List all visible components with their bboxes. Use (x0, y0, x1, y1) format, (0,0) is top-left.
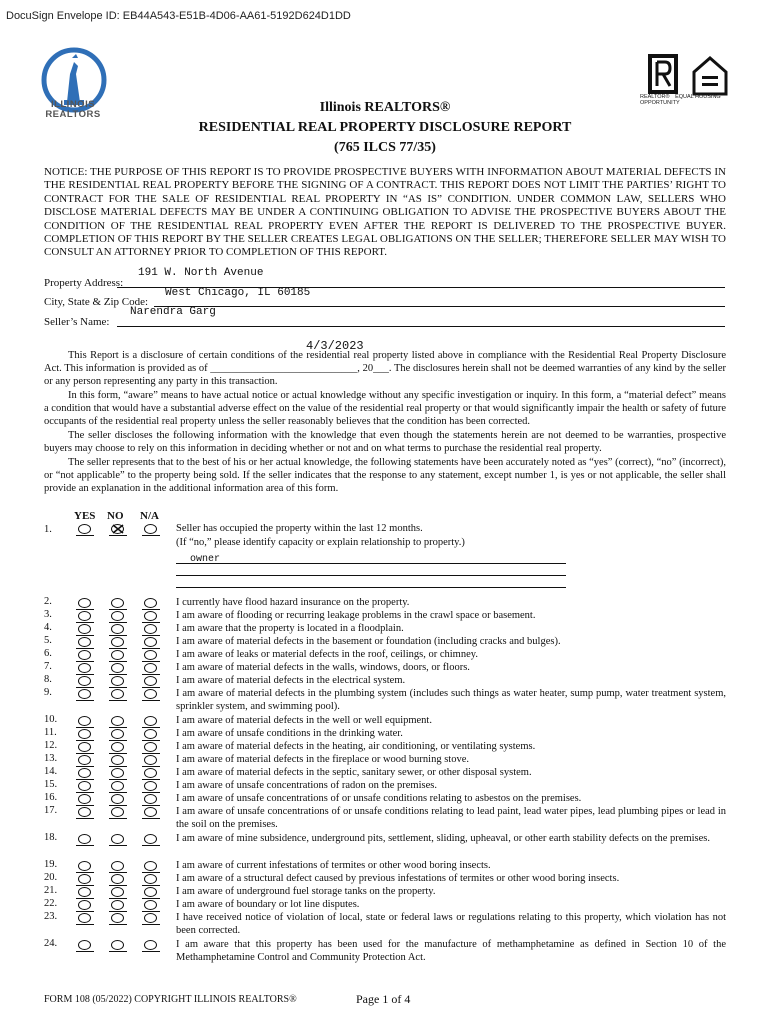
seller-line (117, 326, 725, 327)
question-radio-yes[interactable] (78, 755, 93, 769)
question-number: 8. (44, 674, 52, 685)
question-number: 15. (44, 779, 58, 790)
question-radio-na[interactable] (144, 794, 159, 808)
question-radio-no[interactable] (111, 650, 126, 664)
question-number: 3. (44, 609, 52, 620)
question-number: 24. (44, 938, 58, 949)
question-text: I am aware of unsafe concentrations of radon on the premises. (176, 780, 437, 791)
question-radio-no[interactable] (111, 742, 126, 756)
question-radio-no[interactable] (111, 874, 126, 888)
question-radio-yes[interactable] (78, 940, 93, 954)
question-radio-na[interactable] (144, 768, 159, 782)
question-radio-no[interactable] (111, 768, 126, 782)
question-radio-yes[interactable] (78, 742, 93, 756)
q1-answer-line-3 (176, 587, 566, 588)
address-label: Property Address: (44, 277, 124, 289)
question-radio-no[interactable] (111, 794, 126, 808)
question-radio-yes[interactable] (78, 729, 93, 743)
question-number: 2. (44, 596, 52, 607)
question-radio-yes[interactable] (78, 861, 93, 875)
question-radio-yes[interactable] (78, 611, 93, 625)
realtor-r-icon (648, 54, 678, 94)
question-text: I am aware of material defects in the well or well equipment. (176, 715, 432, 726)
question-radio-yes[interactable] (78, 794, 93, 808)
question-radio-yes[interactable] (78, 637, 93, 651)
question-radio-no[interactable] (111, 900, 126, 914)
question-number: 5. (44, 635, 52, 646)
realtor-badge-text: REALTOR® (640, 94, 670, 100)
question-radio-na[interactable] (144, 663, 159, 677)
logo-line1: ILLINOIS (50, 99, 96, 110)
question-number: 10. (44, 714, 58, 725)
column-yes: YES (74, 510, 96, 522)
question-radio-yes[interactable] (78, 887, 93, 901)
intro-paragraph-1: This Report is a disclosure of certain conditions of the residential real property listed above in compliance with the Residential Real Property Disclosure Act. This information is provided as of ____________________________, 20___. The disclosures herein shall not be deemed warranties of any kind by the seller or any person representing any party in this transaction. (44, 350, 726, 388)
question-text: I am aware of leaks or material defects in the roof, ceilings, or chimney. (176, 649, 478, 660)
question-number: 13. (44, 753, 58, 764)
question-radio-no[interactable] (111, 729, 126, 743)
question-radio-na[interactable] (144, 913, 159, 927)
question-text: I am aware of material defects in the septic, sanitary sewer, or other disposal system. (176, 767, 532, 778)
question-text: I am aware of a structural defect caused by previous infestations of termites or other wood boring insects. (176, 873, 620, 884)
question-radio-no[interactable] (111, 624, 126, 638)
question-radio-no[interactable] (111, 689, 126, 703)
question-text: I currently have flood hazard insurance on the property. (176, 597, 410, 608)
question-radio-no[interactable] (111, 716, 126, 730)
question-text: I am aware that this property has been used for the manufacture of methamphetamine as defined in Section 10 of the Methamphetamine Control and Community Protection Act. (176, 939, 726, 963)
question-radio-yes[interactable] (78, 663, 93, 677)
question-radio-no[interactable] (111, 598, 126, 612)
question-number: 16. (44, 792, 58, 803)
question-radio-na[interactable] (144, 807, 159, 821)
question-radio-no[interactable] (111, 940, 126, 954)
disclosure-date-field[interactable]: 4/3/2023 (306, 339, 364, 353)
question-radio-yes[interactable] (78, 650, 93, 664)
question-radio-na[interactable] (144, 755, 159, 769)
question-number: 11. (44, 727, 57, 738)
question-radio-na[interactable] (144, 637, 159, 651)
question-text: I am aware of material defects in the heating, air conditioning, or ventilating systems. (176, 741, 536, 752)
question-number: 12. (44, 740, 58, 751)
question-radio-no[interactable] (111, 807, 126, 821)
title-line2: RESIDENTIAL REAL PROPERTY DISCLOSURE REPORT (198, 120, 572, 135)
question-text: I am aware of unsafe concentrations of or unsafe conditions relating to asbestos on the premises. (176, 793, 582, 804)
question-radio-na[interactable] (144, 781, 159, 795)
question-text: I am aware that the property is located in a floodplain. (176, 623, 404, 634)
question-radio-na[interactable] (144, 650, 159, 664)
question-text: I have received notice of violation of local, state or federal laws or regulations relating to this property, which violation has not been corrected. (176, 912, 726, 936)
question-text: I am aware of material defects in the plumbing system (includes such things as water heater, sump pump, water treatment system, sprinkler system, and swimming pool). (176, 688, 726, 712)
question-radio-na[interactable] (144, 611, 159, 625)
title-line3: (765 ILCS 77/35) (334, 140, 436, 155)
q1-answer-line-2 (176, 575, 566, 576)
address-field[interactable]: 191 W. North Avenue (138, 267, 264, 279)
q1-radio-yes[interactable] (78, 524, 93, 538)
question-number: 14. (44, 766, 58, 777)
question-radio-na[interactable] (144, 874, 159, 888)
question-number: 18. (44, 832, 58, 843)
question-text: I am aware of unsafe conditions in the drinking water. (176, 728, 403, 739)
question-number: 4. (44, 622, 52, 633)
city-line (154, 306, 725, 307)
q1-radio-na[interactable] (144, 524, 159, 538)
seller-label: Seller’s Name: (44, 316, 110, 328)
checkmark-icon (111, 523, 125, 535)
question-radio-na[interactable] (144, 598, 159, 612)
question-radio-na[interactable] (144, 676, 159, 690)
question-text: I am aware of boundary or lot line disputes. (176, 899, 360, 910)
question-radio-no[interactable] (111, 637, 126, 651)
seller-field[interactable]: Narendra Garg (130, 306, 216, 318)
question-radio-na[interactable] (144, 742, 159, 756)
question-radio-yes[interactable] (78, 768, 93, 782)
question-radio-no[interactable] (111, 676, 126, 690)
intro-paragraph-4: The seller represents that to the best of his or her actual knowledge, the following statements have been accurately noted as “yes” (correct), “no” (incorrect), or “not applicable” to the property being sold. If the seller indicates that the response to any statement, except number 1, is yes or not applicable, the seller shall provide an explanation in the additional information area of this form. (44, 457, 726, 495)
question-text: I am aware of material defects in the electrical system. (176, 675, 406, 686)
question-radio-na[interactable] (144, 940, 159, 954)
question-radio-no[interactable] (111, 834, 126, 848)
intro-paragraph-2: In this form, “aware” means to have actual notice or actual knowledge without any specific investigation or inquiry. In this form, a “material defect” means a condition that would have a substantial adverse effect on the value of the residential real property or that would significantly impair the health or safety of future occupants of the residential real property unless the seller reasonably believes that the condition has been corrected. (44, 390, 726, 428)
question-text: I am aware of mine subsidence, underground pits, settlement, sliding, upheaval, or other earth stability defects on the premises. (176, 833, 710, 844)
question-radio-yes[interactable] (78, 624, 93, 638)
q1-radio-no[interactable] (111, 524, 126, 538)
question-number: 7. (44, 661, 52, 672)
city-field[interactable]: West Chicago, IL 60185 (165, 287, 311, 299)
question-text: I am aware of material defects in the basement or foundation (including cracks and bulges). (176, 636, 561, 647)
question-number: 22. (44, 898, 58, 909)
equal-housing-icon (694, 58, 726, 94)
page-number: Page 1 of 4 (356, 992, 411, 1006)
intro-paragraph-3: The seller discloses the following information with the knowledge that even though the statements herein are not deemed to be warranties, prospective buyers may choose to rely on this information in deciding whether or not and on what terms to purchase the residential real property. (44, 430, 726, 455)
notice-text: NOTICE: THE PURPOSE OF THIS REPORT IS TO PROVIDE PROSPECTIVE BUYERS WITH INFORMATION ABOUT MATERIAL DEFECTS IN THE RESIDENTIAL REAL PROPERTY BEFORE THE SIGNING OF A CONTRACT. THIS REPORT DOES NOT LIMIT THE PARTIES’ RIGHT TO CONTRACT FOR THE SALE OF RESIDENTIAL REAL PROPERTY IN “AS IS” CONDITION. UNDER COMMON LAW, SELLERS WHO DISCLOSE MATERIAL DEFECTS MAY BE UNDER A CONTINUING OBLIGATION TO ADVISE THE PROSPECTIVE BUYERS ABOUT THE CONDITION OF THE RESIDENTIAL REAL PROPERTY EVEN AFTER THE REPORT IS DELIVERED TO THE PROSPECTIVE BUYER. COMPLETION OF THIS REPORT BY THE SELLER CREATES LEGAL OBLIGATIONS ON THE SELLER; THEREFORE SELLER MAY WISH TO CONSULT AN ATTORNEY PRIOR TO COMPLETION OF THIS REPORT. (44, 166, 726, 259)
question-text: I am aware of current infestations of termites or other wood boring insects. (176, 860, 491, 871)
question-radio-no[interactable] (111, 913, 126, 927)
question-radio-yes[interactable] (78, 913, 93, 927)
question-radio-no[interactable] (111, 887, 126, 901)
question-radio-na[interactable] (144, 689, 159, 703)
question-number: 17. (44, 805, 58, 816)
question-radio-no[interactable] (111, 861, 126, 875)
logo-line2: REALTORS (45, 109, 101, 120)
question-text: I am aware of underground fuel storage tanks on the property. (176, 886, 436, 897)
q1-answer-line-1 (176, 563, 566, 564)
question-radio-yes[interactable] (78, 598, 93, 612)
question-number: 23. (44, 911, 58, 922)
question-number: 20. (44, 872, 58, 883)
question-number: 9. (44, 687, 52, 698)
question-radio-no[interactable] (111, 663, 126, 677)
question-number: 21. (44, 885, 58, 896)
question-radio-na[interactable] (144, 887, 159, 901)
q1-number: 1. (44, 524, 52, 535)
q1-answer-field[interactable]: owner (190, 554, 221, 565)
question-number: 19. (44, 859, 58, 870)
footer-form-text: FORM 108 (05/2022) COPYRIGHT ILLINOIS REALTORS® (44, 994, 297, 1005)
city-label: City, State & Zip Code: (44, 296, 149, 308)
question-radio-yes[interactable] (78, 676, 93, 690)
question-radio-yes[interactable] (78, 900, 93, 914)
question-radio-na[interactable] (144, 834, 159, 848)
question-radio-no[interactable] (111, 755, 126, 769)
question-text: I am aware of material defects in the fireplace or wood burning stove. (176, 754, 470, 765)
question-number: 6. (44, 648, 52, 659)
question-radio-na[interactable] (144, 729, 159, 743)
envelope-id: DocuSign Envelope ID: EB44A543-E51B-4D06-AA61-5192D624D1DD (6, 10, 351, 22)
question-radio-na[interactable] (144, 624, 159, 638)
question-radio-na[interactable] (144, 861, 159, 875)
column-na: N/A (140, 510, 159, 522)
question-radio-yes[interactable] (78, 807, 93, 821)
equal-housing-text: EQUAL HOUSING OPPORTUNITY (640, 94, 721, 106)
question-text: I am aware of material defects in the walls, windows, doors, or floors. (176, 662, 470, 673)
question-radio-na[interactable] (144, 900, 159, 914)
question-radio-yes[interactable] (78, 716, 93, 730)
question-radio-yes[interactable] (78, 689, 93, 703)
question-radio-yes[interactable] (78, 834, 93, 848)
question-radio-na[interactable] (144, 716, 159, 730)
question-radio-no[interactable] (111, 611, 126, 625)
q1-subtext: (If “no,” please identify capacity or explain relationship to property.) (176, 537, 465, 548)
question-radio-no[interactable] (111, 781, 126, 795)
question-text: I am aware of unsafe concentrations of or unsafe conditions relating to lead paint, lead water pipes, lead plumbing pipes or lead in the soil on the premises. (176, 806, 726, 830)
question-radio-yes[interactable] (78, 874, 93, 888)
question-text: I am aware of flooding or recurring leakage problems in the crawl space or basement. (176, 610, 536, 621)
q1-text: Seller has occupied the property within the last 12 months. (176, 523, 423, 534)
question-radio-yes[interactable] (78, 781, 93, 795)
column-no: NO (107, 510, 124, 522)
title-line1: Illinois REALTORS® (319, 100, 451, 115)
